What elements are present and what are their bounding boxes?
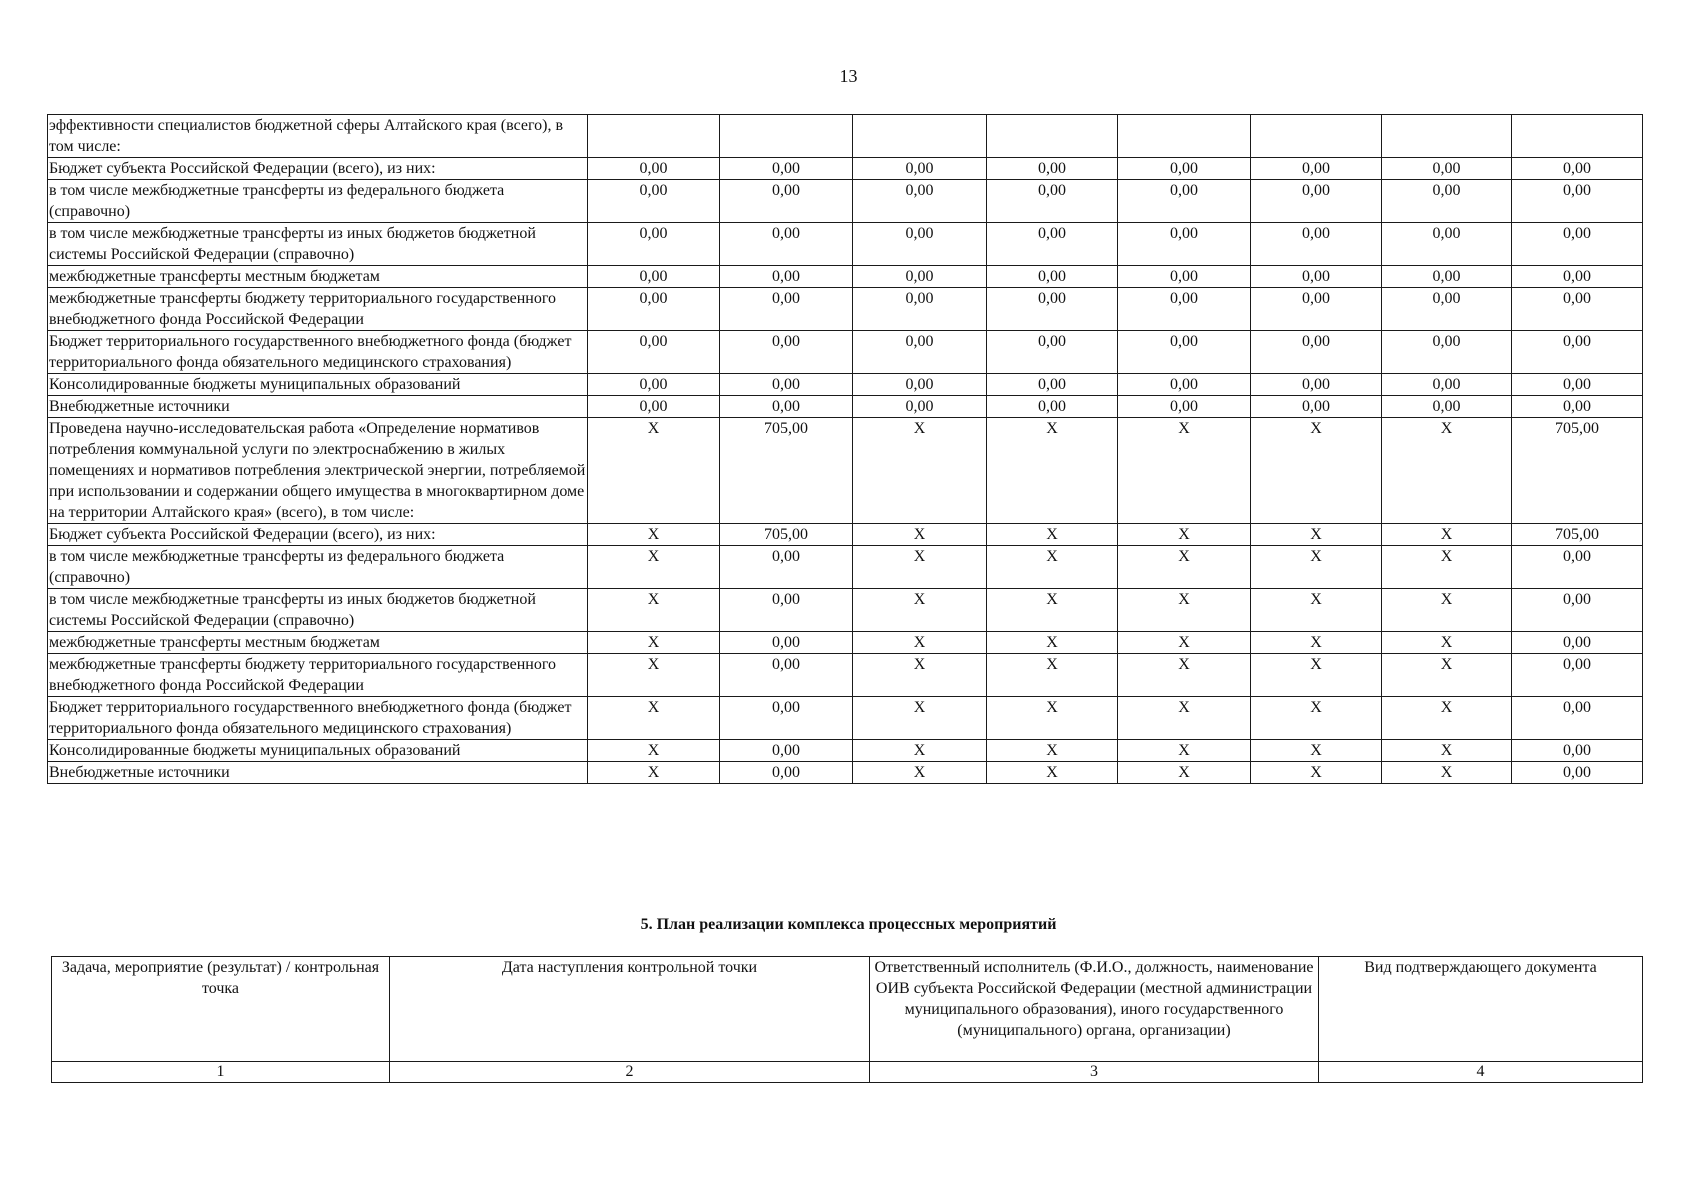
value-cell — [1251, 115, 1382, 158]
value-cell: 0,00 — [588, 266, 720, 288]
value-cell: X — [987, 740, 1118, 762]
row-label: межбюджетные трансферты бюджету территориального государственного внебюджетного фонда Российской Федерации — [48, 654, 588, 697]
value-cell: X — [1382, 524, 1512, 546]
value-cell: 0,00 — [1382, 396, 1512, 418]
value-cell: 0,00 — [1251, 223, 1382, 266]
value-cell: 0,00 — [987, 374, 1118, 396]
value-cell: 0,00 — [1512, 396, 1643, 418]
value-cell: 0,00 — [853, 266, 987, 288]
row-label: Бюджет субъекта Российской Федерации (всего), из них: — [48, 158, 588, 180]
row-label: Консолидированные бюджеты муниципальных образований — [48, 740, 588, 762]
value-cell: X — [1118, 762, 1251, 784]
value-cell: 0,00 — [853, 180, 987, 223]
value-cell: 0,00 — [1512, 288, 1643, 331]
value-cell: 0,00 — [1512, 546, 1643, 589]
table-row — [48, 762, 1643, 784]
table-row — [48, 546, 1643, 589]
value-cell: X — [1251, 524, 1382, 546]
value-cell: X — [1382, 762, 1512, 784]
row-label: в том числе межбюджетные трансферты из иных бюджетов бюджетной системы Российской Федерации (справочно) — [48, 223, 588, 266]
table-row — [48, 589, 1643, 632]
value-cell: 0,00 — [853, 396, 987, 418]
value-cell: X — [1382, 697, 1512, 740]
value-cell: X — [1251, 632, 1382, 654]
value-cell: 0,00 — [1251, 374, 1382, 396]
value-cell: 0,00 — [720, 740, 853, 762]
value-cell: 0,00 — [1512, 740, 1643, 762]
value-cell: 0,00 — [1382, 180, 1512, 223]
table-row — [48, 524, 1643, 546]
value-cell: X — [853, 740, 987, 762]
value-cell: X — [1382, 654, 1512, 697]
value-cell: X — [853, 589, 987, 632]
value-cell: 0,00 — [1251, 288, 1382, 331]
value-cell: X — [853, 524, 987, 546]
value-cell: X — [588, 418, 720, 524]
column-number: 4 — [1319, 1062, 1643, 1083]
table-row — [48, 654, 1643, 697]
value-cell: X — [588, 654, 720, 697]
value-cell — [853, 115, 987, 158]
value-cell: 0,00 — [720, 396, 853, 418]
column-number: 2 — [390, 1062, 870, 1083]
value-cell: 0,00 — [1382, 266, 1512, 288]
value-cell: 0,00 — [588, 180, 720, 223]
value-cell: 0,00 — [1118, 266, 1251, 288]
row-label: в том числе межбюджетные трансферты из федерального бюджета (справочно) — [48, 546, 588, 589]
value-cell: X — [1118, 589, 1251, 632]
value-cell: 0,00 — [588, 374, 720, 396]
value-cell: 0,00 — [1512, 697, 1643, 740]
row-label: в том числе межбюджетные трансферты из федерального бюджета (справочно) — [48, 180, 588, 223]
value-cell: 0,00 — [1251, 266, 1382, 288]
value-cell: 0,00 — [1251, 180, 1382, 223]
value-cell: 0,00 — [588, 331, 720, 374]
value-cell: X — [987, 654, 1118, 697]
value-cell: X — [853, 762, 987, 784]
row-label: Внебюджетные источники — [48, 396, 588, 418]
value-cell: X — [853, 654, 987, 697]
value-cell: X — [853, 546, 987, 589]
value-cell: 0,00 — [588, 396, 720, 418]
table-row — [48, 740, 1643, 762]
header-date: Дата наступления контрольной точки — [390, 957, 870, 1062]
value-cell: 0,00 — [720, 288, 853, 331]
value-cell: X — [1251, 740, 1382, 762]
value-cell: 0,00 — [1118, 396, 1251, 418]
value-cell: 0,00 — [1512, 180, 1643, 223]
value-cell: X — [1382, 589, 1512, 632]
row-label: межбюджетные трансферты местным бюджетам — [48, 266, 588, 288]
column-number: 1 — [52, 1062, 390, 1083]
value-cell: 0,00 — [987, 331, 1118, 374]
value-cell: 0,00 — [720, 158, 853, 180]
value-cell: 0,00 — [853, 288, 987, 331]
value-cell: X — [853, 697, 987, 740]
table-row — [48, 632, 1643, 654]
financing-table — [47, 114, 1643, 784]
row-label: Бюджет территориального государственного внебюджетного фонда (бюджет территориального фонда обязательного медицинского страхования) — [48, 697, 588, 740]
value-cell: X — [987, 546, 1118, 589]
value-cell: 0,00 — [853, 158, 987, 180]
value-cell: 0,00 — [720, 180, 853, 223]
value-cell: 0,00 — [1118, 374, 1251, 396]
value-cell: X — [1382, 546, 1512, 589]
value-cell — [588, 115, 720, 158]
value-cell: X — [1118, 740, 1251, 762]
plan-table — [51, 956, 1643, 1083]
value-cell: 0,00 — [1512, 266, 1643, 288]
value-cell: X — [987, 524, 1118, 546]
row-label: межбюджетные трансферты бюджету территориального государственного внебюджетного фонда Российской Федерации — [48, 288, 588, 331]
table-row — [48, 288, 1643, 331]
value-cell: 0,00 — [1118, 158, 1251, 180]
row-label: Проведена научно-исследовательская работа «Определение нормативов потребления коммунальной услуги по электроснабжению в жилых помещениях и нормативов потребления электрической энергии, потребляемой при использовании и содержании общего имущества в многоквартирном доме на территории Алтайского края» (всего), в том числе: — [48, 418, 588, 524]
value-cell: 0,00 — [1512, 374, 1643, 396]
value-cell: X — [987, 697, 1118, 740]
value-cell: 0,00 — [588, 288, 720, 331]
value-cell — [1512, 115, 1643, 158]
value-cell: X — [1118, 524, 1251, 546]
column-number: 3 — [870, 1062, 1319, 1083]
value-cell: 0,00 — [720, 697, 853, 740]
value-cell: X — [1251, 589, 1382, 632]
value-cell: X — [1382, 632, 1512, 654]
value-cell: 0,00 — [720, 762, 853, 784]
value-cell: X — [987, 762, 1118, 784]
value-cell: 0,00 — [987, 396, 1118, 418]
value-cell: 0,00 — [720, 223, 853, 266]
table-row — [48, 396, 1643, 418]
value-cell: 0,00 — [1382, 223, 1512, 266]
value-cell: 0,00 — [987, 158, 1118, 180]
row-label: эффективности специалистов бюджетной сферы Алтайского края (всего), в том числе: — [48, 115, 588, 158]
row-label: Бюджет субъекта Российской Федерации (всего), из них: — [48, 524, 588, 546]
value-cell: X — [1251, 546, 1382, 589]
value-cell: X — [1118, 697, 1251, 740]
value-cell: X — [987, 418, 1118, 524]
value-cell: 0,00 — [987, 180, 1118, 223]
value-cell: X — [1251, 762, 1382, 784]
value-cell: 0,00 — [987, 266, 1118, 288]
value-cell: 0,00 — [853, 374, 987, 396]
value-cell: 0,00 — [987, 288, 1118, 331]
table-row — [48, 115, 1643, 158]
value-cell: X — [1251, 418, 1382, 524]
table-row — [48, 158, 1643, 180]
value-cell: 0,00 — [720, 374, 853, 396]
value-cell: 0,00 — [720, 331, 853, 374]
value-cell: X — [588, 697, 720, 740]
value-cell — [1382, 115, 1512, 158]
value-cell: X — [588, 589, 720, 632]
value-cell: 0,00 — [1512, 762, 1643, 784]
value-cell: 0,00 — [1382, 374, 1512, 396]
value-cell: 0,00 — [720, 546, 853, 589]
value-cell: 705,00 — [720, 524, 853, 546]
table-row — [48, 180, 1643, 223]
plan-header-row — [52, 957, 1643, 1062]
value-cell: 0,00 — [1118, 180, 1251, 223]
value-cell: X — [1251, 697, 1382, 740]
table-row — [48, 223, 1643, 266]
value-cell: 0,00 — [1382, 288, 1512, 331]
row-label: Внебюджетные источники — [48, 762, 588, 784]
value-cell: X — [987, 589, 1118, 632]
value-cell: 0,00 — [1251, 158, 1382, 180]
value-cell: 705,00 — [720, 418, 853, 524]
header-document-type: Вид подтверждающего документа — [1319, 957, 1643, 1062]
value-cell: 0,00 — [1382, 158, 1512, 180]
value-cell: 0,00 — [1512, 589, 1643, 632]
value-cell: 0,00 — [588, 158, 720, 180]
value-cell: 0,00 — [1251, 396, 1382, 418]
value-cell: X — [1382, 740, 1512, 762]
value-cell: 0,00 — [1512, 654, 1643, 697]
row-label: межбюджетные трансферты местным бюджетам — [48, 632, 588, 654]
value-cell: X — [1118, 418, 1251, 524]
value-cell: X — [588, 740, 720, 762]
value-cell: X — [1251, 654, 1382, 697]
value-cell: 0,00 — [1118, 331, 1251, 374]
value-cell — [720, 115, 853, 158]
value-cell: X — [588, 524, 720, 546]
value-cell: X — [853, 418, 987, 524]
plan-column-numbers-row — [52, 1062, 1643, 1083]
value-cell — [987, 115, 1118, 158]
value-cell: 0,00 — [1118, 223, 1251, 266]
header-task: Задача, мероприятие (результат) / контрольная точка — [52, 957, 390, 1062]
value-cell: 0,00 — [1512, 632, 1643, 654]
value-cell: 0,00 — [1118, 288, 1251, 331]
value-cell: 0,00 — [1382, 331, 1512, 374]
value-cell: 0,00 — [853, 331, 987, 374]
row-label: Бюджет территориального государственного внебюджетного фонда (бюджет территориального фонда обязательного медицинского страхования) — [48, 331, 588, 374]
value-cell: 0,00 — [720, 266, 853, 288]
value-cell: 0,00 — [1512, 158, 1643, 180]
value-cell: X — [1118, 654, 1251, 697]
table-row — [48, 331, 1643, 374]
value-cell: 0,00 — [720, 589, 853, 632]
table-row — [48, 266, 1643, 288]
page-number: 13 — [839, 66, 858, 86]
table-row — [48, 418, 1643, 524]
value-cell: X — [588, 632, 720, 654]
value-cell: 705,00 — [1512, 524, 1643, 546]
table-row — [48, 374, 1643, 396]
value-cell: X — [588, 546, 720, 589]
value-cell: 0,00 — [1512, 331, 1643, 374]
value-cell: 0,00 — [720, 654, 853, 697]
value-cell: X — [588, 762, 720, 784]
value-cell: 0,00 — [1512, 223, 1643, 266]
value-cell: 0,00 — [720, 632, 853, 654]
value-cell: 0,00 — [853, 223, 987, 266]
value-cell: X — [853, 632, 987, 654]
row-label: в том числе межбюджетные трансферты из иных бюджетов бюджетной системы Российской Федерации (справочно) — [48, 589, 588, 632]
value-cell: X — [987, 632, 1118, 654]
value-cell: X — [1118, 632, 1251, 654]
section-title: 5. План реализации комплекса процессных мероприятий — [640, 916, 1057, 933]
row-label: Консолидированные бюджеты муниципальных образований — [48, 374, 588, 396]
header-responsible: Ответственный исполнитель (Ф.И.О., должность, наименование ОИВ субъекта Российской Федерации (местной администрации муниципального образования), иного государственного (муниципального) органа, организации) — [870, 957, 1319, 1062]
value-cell: 0,00 — [987, 223, 1118, 266]
value-cell: 705,00 — [1512, 418, 1643, 524]
value-cell: X — [1118, 546, 1251, 589]
value-cell: 0,00 — [1251, 331, 1382, 374]
value-cell: X — [1382, 418, 1512, 524]
value-cell — [1118, 115, 1251, 158]
value-cell: 0,00 — [588, 223, 720, 266]
table-row — [48, 697, 1643, 740]
